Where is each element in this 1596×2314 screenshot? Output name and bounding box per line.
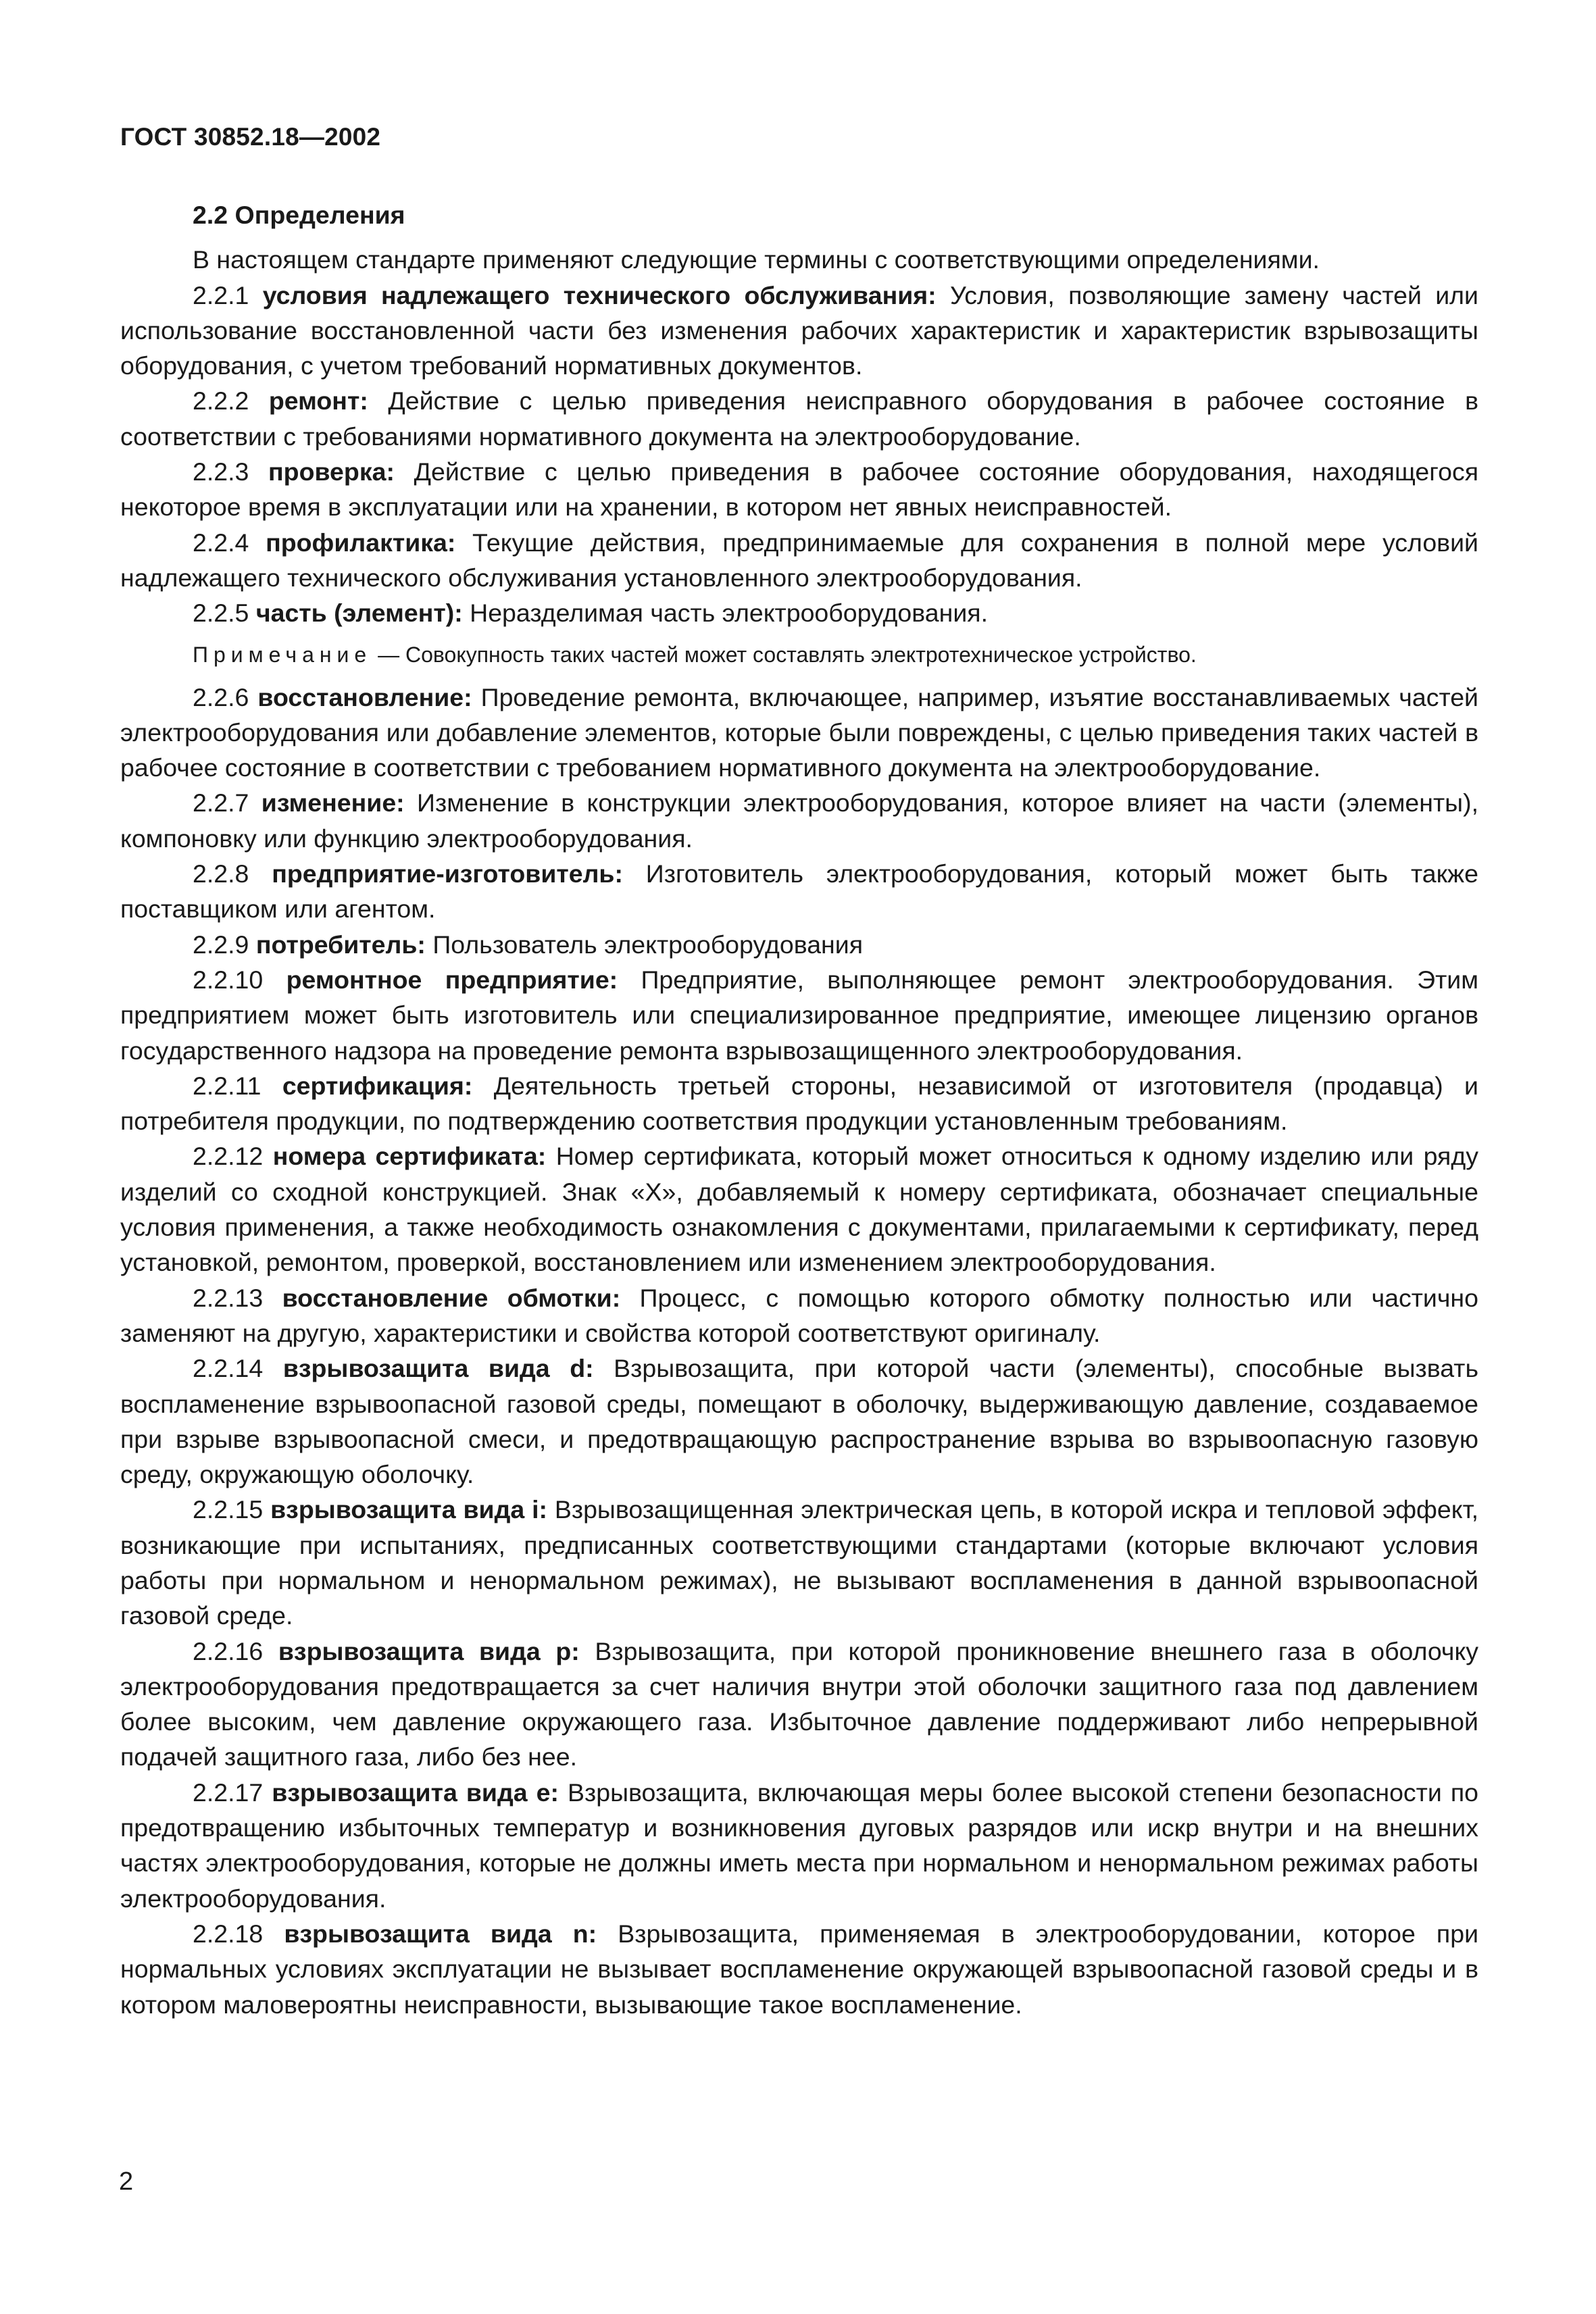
term-number: 2.2.7 (193, 788, 249, 818)
term-name: взрывозащита вида d: (282, 1354, 594, 1383)
term-name: восстановление обмотки: (282, 1283, 621, 1312)
term-name: проверка: (268, 457, 395, 486)
term-name: взрывозащита вида n: (284, 1919, 597, 1948)
definition-2-2-1 (120, 278, 1478, 384)
term-number: 2.2.1 (193, 280, 249, 309)
standard-code-header: ГОСТ 30852.18—2002 (120, 123, 381, 151)
term-definition: Проведение ремонта, включающее, например, изъятие восстанавливаемых частей электрооборудования или добавление элементов, которые были повреждены, с целью приведения таких частей в рабочее состояние в соответствии с требованием нормативного документа на электрооборудование. (120, 682, 1478, 782)
term-name: сертификация: (282, 1071, 473, 1100)
definition-2-2-17 (120, 1775, 1478, 1916)
definition-2-2-3 (120, 454, 1478, 525)
definition-2-2-6 (120, 680, 1478, 786)
term-definition: Деятельность третьей стороны, независимой от изготовителя (продавца) и потребителя продукции, по подтверждению соответствия продукции установленным требованиям. (120, 1071, 1479, 1136)
note (120, 639, 1478, 670)
term-name: ремонтное предприятие: (286, 965, 618, 994)
term-definition: Взрывозащита, при которой проникновение внешнего газа в оболочку электрооборудования предотвращается за счет наличия внутри этой оболочки защитного газа под давлением более высоким, чем давление окружающего газа. Избыточное давление поддерживают либо непрерывной подачей защитного газа, либо без нее. (120, 1636, 1479, 1771)
definition-2-2-5 (120, 595, 1478, 630)
term-number: 2.2.3 (193, 457, 249, 486)
term-number: 2.2.15 (193, 1495, 264, 1524)
term-definition: Взрывозащищенная электрическая цепь, в которой искра и тепловой эффект, возникающие при испытаниях, предписанных соответствующими стандартами (которые включают условия работы при нормальном и ненормальном режимах), не вызывают воспламенения в данной взрывоопасной газовой среде. (120, 1495, 1479, 1630)
definition-2-2-10 (120, 962, 1478, 1068)
term-definition: Изготовитель электрооборудования, который может быть также поставщиком или агентом. (120, 859, 1478, 924)
page-number: 2 (119, 2167, 134, 2196)
term-definition: Пользователь электрооборудования (432, 930, 864, 959)
term-name: изменение: (261, 788, 405, 818)
term-number: 2.2.4 (193, 528, 249, 557)
term-number: 2.2.10 (193, 965, 264, 994)
term-number: 2.2.9 (193, 930, 249, 959)
definition-2-2-9 (120, 927, 1478, 962)
definition-2-2-13 (120, 1280, 1478, 1351)
term-definition: Взрывозащита, включающая меры более высокой степени безопасности по предотвращению избыточных температур и возникновения дуговых разрядов или искр внутри и на внешних частях электрооборудования, которые не должны иметь места при нормальном и ненормальном режимах работы электрооборудования. (120, 1778, 1478, 1913)
term-number: 2.2.13 (193, 1283, 264, 1312)
definition-2-2-4 (120, 525, 1478, 596)
definition-2-2-2 (120, 383, 1478, 454)
term-number: 2.2.2 (193, 386, 249, 416)
term-number: 2.2.12 (193, 1142, 264, 1171)
definition-2-2-7 (120, 785, 1478, 856)
term-name: взрывозащита вида р: (278, 1636, 580, 1665)
term-definition: Номер сертификата, который может относиться к одному изделию или ряду изделий со сходной конструкцией. Знак «Х», добавляемый к номеру сертификата, обозначает специальные условия применения, а также необходимость ознакомления с документами, прилагаемыми к сертификату, перед установкой, ремонтом, проверкой, восстановлением или изменением электрооборудования. (120, 1142, 1478, 1277)
term-name: восстановление: (257, 682, 472, 711)
term-definition: Изменение в конструкции электрооборудования, которое влияет на части (элементы), компоновку или функцию электрооборудования. (120, 788, 1479, 853)
note-text: — Совокупность таких частей может составлять электротехническое устройство. (378, 642, 1197, 667)
term-number: 2.2.16 (193, 1636, 264, 1665)
term-name: взрывозащита вида i: (270, 1495, 548, 1524)
term-number: 2.2.17 (193, 1778, 264, 1807)
definition-2-2-12 (120, 1138, 1478, 1280)
document-body (120, 197, 1478, 2022)
term-definition: Взрывозащита, при которой части (элементы), способные вызвать воспламенение взрывоопасной газовой среды, помещают в оболочку, выдерживающую давление, создаваемое при взрыве взрывоопасной смеси, и предотвращающую распространение взрыва во взрывоопасную газовую среду, окружающую оболочку. (120, 1354, 1478, 1489)
definition-2-2-16 (120, 1634, 1478, 1775)
term-number: 2.2.18 (193, 1919, 264, 1948)
term-definition: Взрывозащита, применяемая в электрооборудовании, которое при нормальных условиях эксплуатации не вызывает воспламенение окружающей взрывоопасной газовой среды и в котором маловероятны неисправности, вызывающие такое воспламенение. (120, 1919, 1479, 2019)
section-intro: В настоящем стандарте применяют следующие термины с соответствующими определениями. (193, 245, 1320, 274)
term-number: 2.2.14 (193, 1354, 264, 1383)
term-name: часть (элемент): (255, 599, 463, 628)
term-name: профилактика: (266, 528, 456, 557)
definition-2-2-11 (120, 1068, 1478, 1139)
term-definition: Действие с целью приведения в рабочее состояние оборудования, находящегося некоторое время в эксплуатации или на хранении, в котором нет явных неисправностей. (120, 457, 1479, 522)
term-name: предприятие-изготовитель: (272, 859, 623, 888)
term-number: 2.2.11 (193, 1071, 261, 1100)
term-definition: Условия, позволяющие замену частей или использование восстановленной части без изменения рабочих характеристик и характеристик взрывозащиты оборудования, с учетом требований нормативных документов. (120, 280, 1478, 380)
term-definition: Неразделимая часть электрооборудования. (470, 599, 989, 628)
section-title: 2.2 Определения (193, 201, 405, 229)
term-number: 2.2.8 (193, 859, 249, 888)
definition-2-2-14 (120, 1351, 1478, 1492)
term-name: условия надлежащего технического обслуживания: (262, 280, 937, 309)
definition-2-2-15 (120, 1492, 1478, 1633)
term-definition: Действие с целью приведения неисправного оборудования в рабочее состояние в соответствии с требованиями нормативного документа на электрооборудование. (120, 386, 1478, 451)
term-name: взрывозащита вида е: (272, 1778, 559, 1807)
term-name: номера сертификата: (272, 1142, 547, 1171)
term-definition: Предприятие, выполняющее ремонт электрооборудования. Этим предприятием может быть изготовитель или специализированное предприятие, имеющее лицензию органов государственного надзора на проведение ремонта взрывозащищенного электрооборудования. (120, 965, 1478, 1065)
term-definition: Текущие действия, предпринимаемые для сохранения в полной мере условий надлежащего технического обслуживания установленного электрооборудования. (120, 528, 1478, 592)
term-name: ремонт: (268, 386, 368, 416)
definition-2-2-8 (120, 856, 1478, 927)
term-name: потребитель: (255, 930, 426, 959)
note-label: Примечание (193, 642, 372, 667)
term-number: 2.2.6 (193, 682, 249, 711)
term-definition: Процесс, с помощью которого обмотку полностью или частично заменяют на другую, характеристики и свойства которой соответствуют оригиналу. (120, 1283, 1478, 1347)
term-number: 2.2.5 (193, 599, 249, 628)
definition-2-2-18 (120, 1916, 1478, 2022)
